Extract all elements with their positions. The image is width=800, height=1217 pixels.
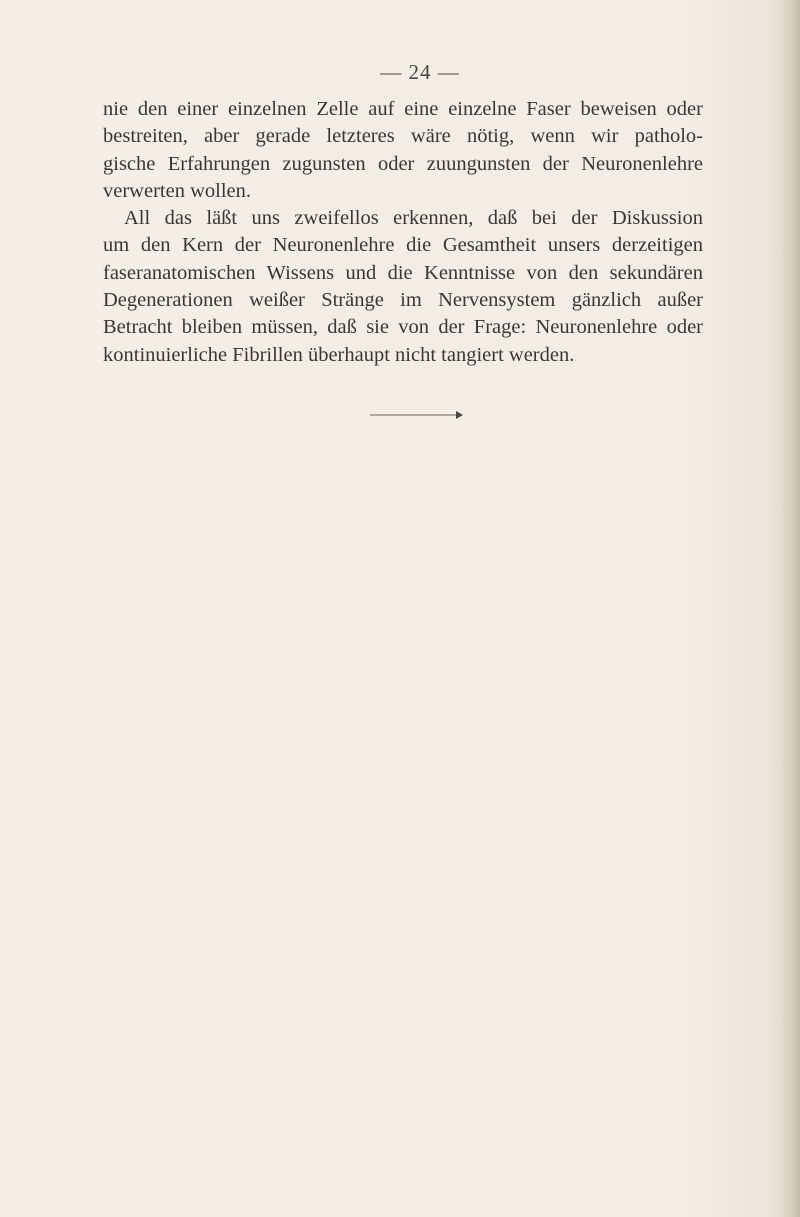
text-line: faseranatomischen Wissens und die Kenntnisse von den sekundären (103, 261, 703, 284)
body-text (103, 96, 703, 369)
text-line: nie den einer einzelnen Zelle auf eine einzelne Faser beweisen oder (103, 98, 703, 120)
text-line: All das läßt uns zweifellos erkennen, daß bei der Diskussion (124, 207, 703, 230)
text-line: Degenerationen weißer Stränge im Nervensystem gänzlich außer (103, 289, 703, 312)
text-line: kontinuierliche Fibrillen überhaupt nicht tangiert werden. (103, 343, 575, 366)
page-edge-shadow (778, 0, 800, 1217)
text-line: um den Kern der Neuronenlehre die Gesamtheit unsers derzeitigen (103, 234, 703, 257)
paragraph-1 (103, 96, 703, 205)
text-line: bestreiten, aber gerade letzteres wäre nötig, wenn wir patholo- (103, 125, 703, 148)
section-end-rule-icon (370, 408, 466, 422)
page-number: — 24 — (380, 60, 460, 84)
text-line: Betracht bleiben müssen, daß sie von der Frage: Neuronenlehre oder (103, 316, 703, 339)
paragraph-2 (103, 205, 703, 369)
text-line: gische Erfahrungen zugunsten oder zuungunsten der Neuronenlehre (103, 152, 703, 175)
text-line: verwerten wollen. (103, 179, 251, 202)
